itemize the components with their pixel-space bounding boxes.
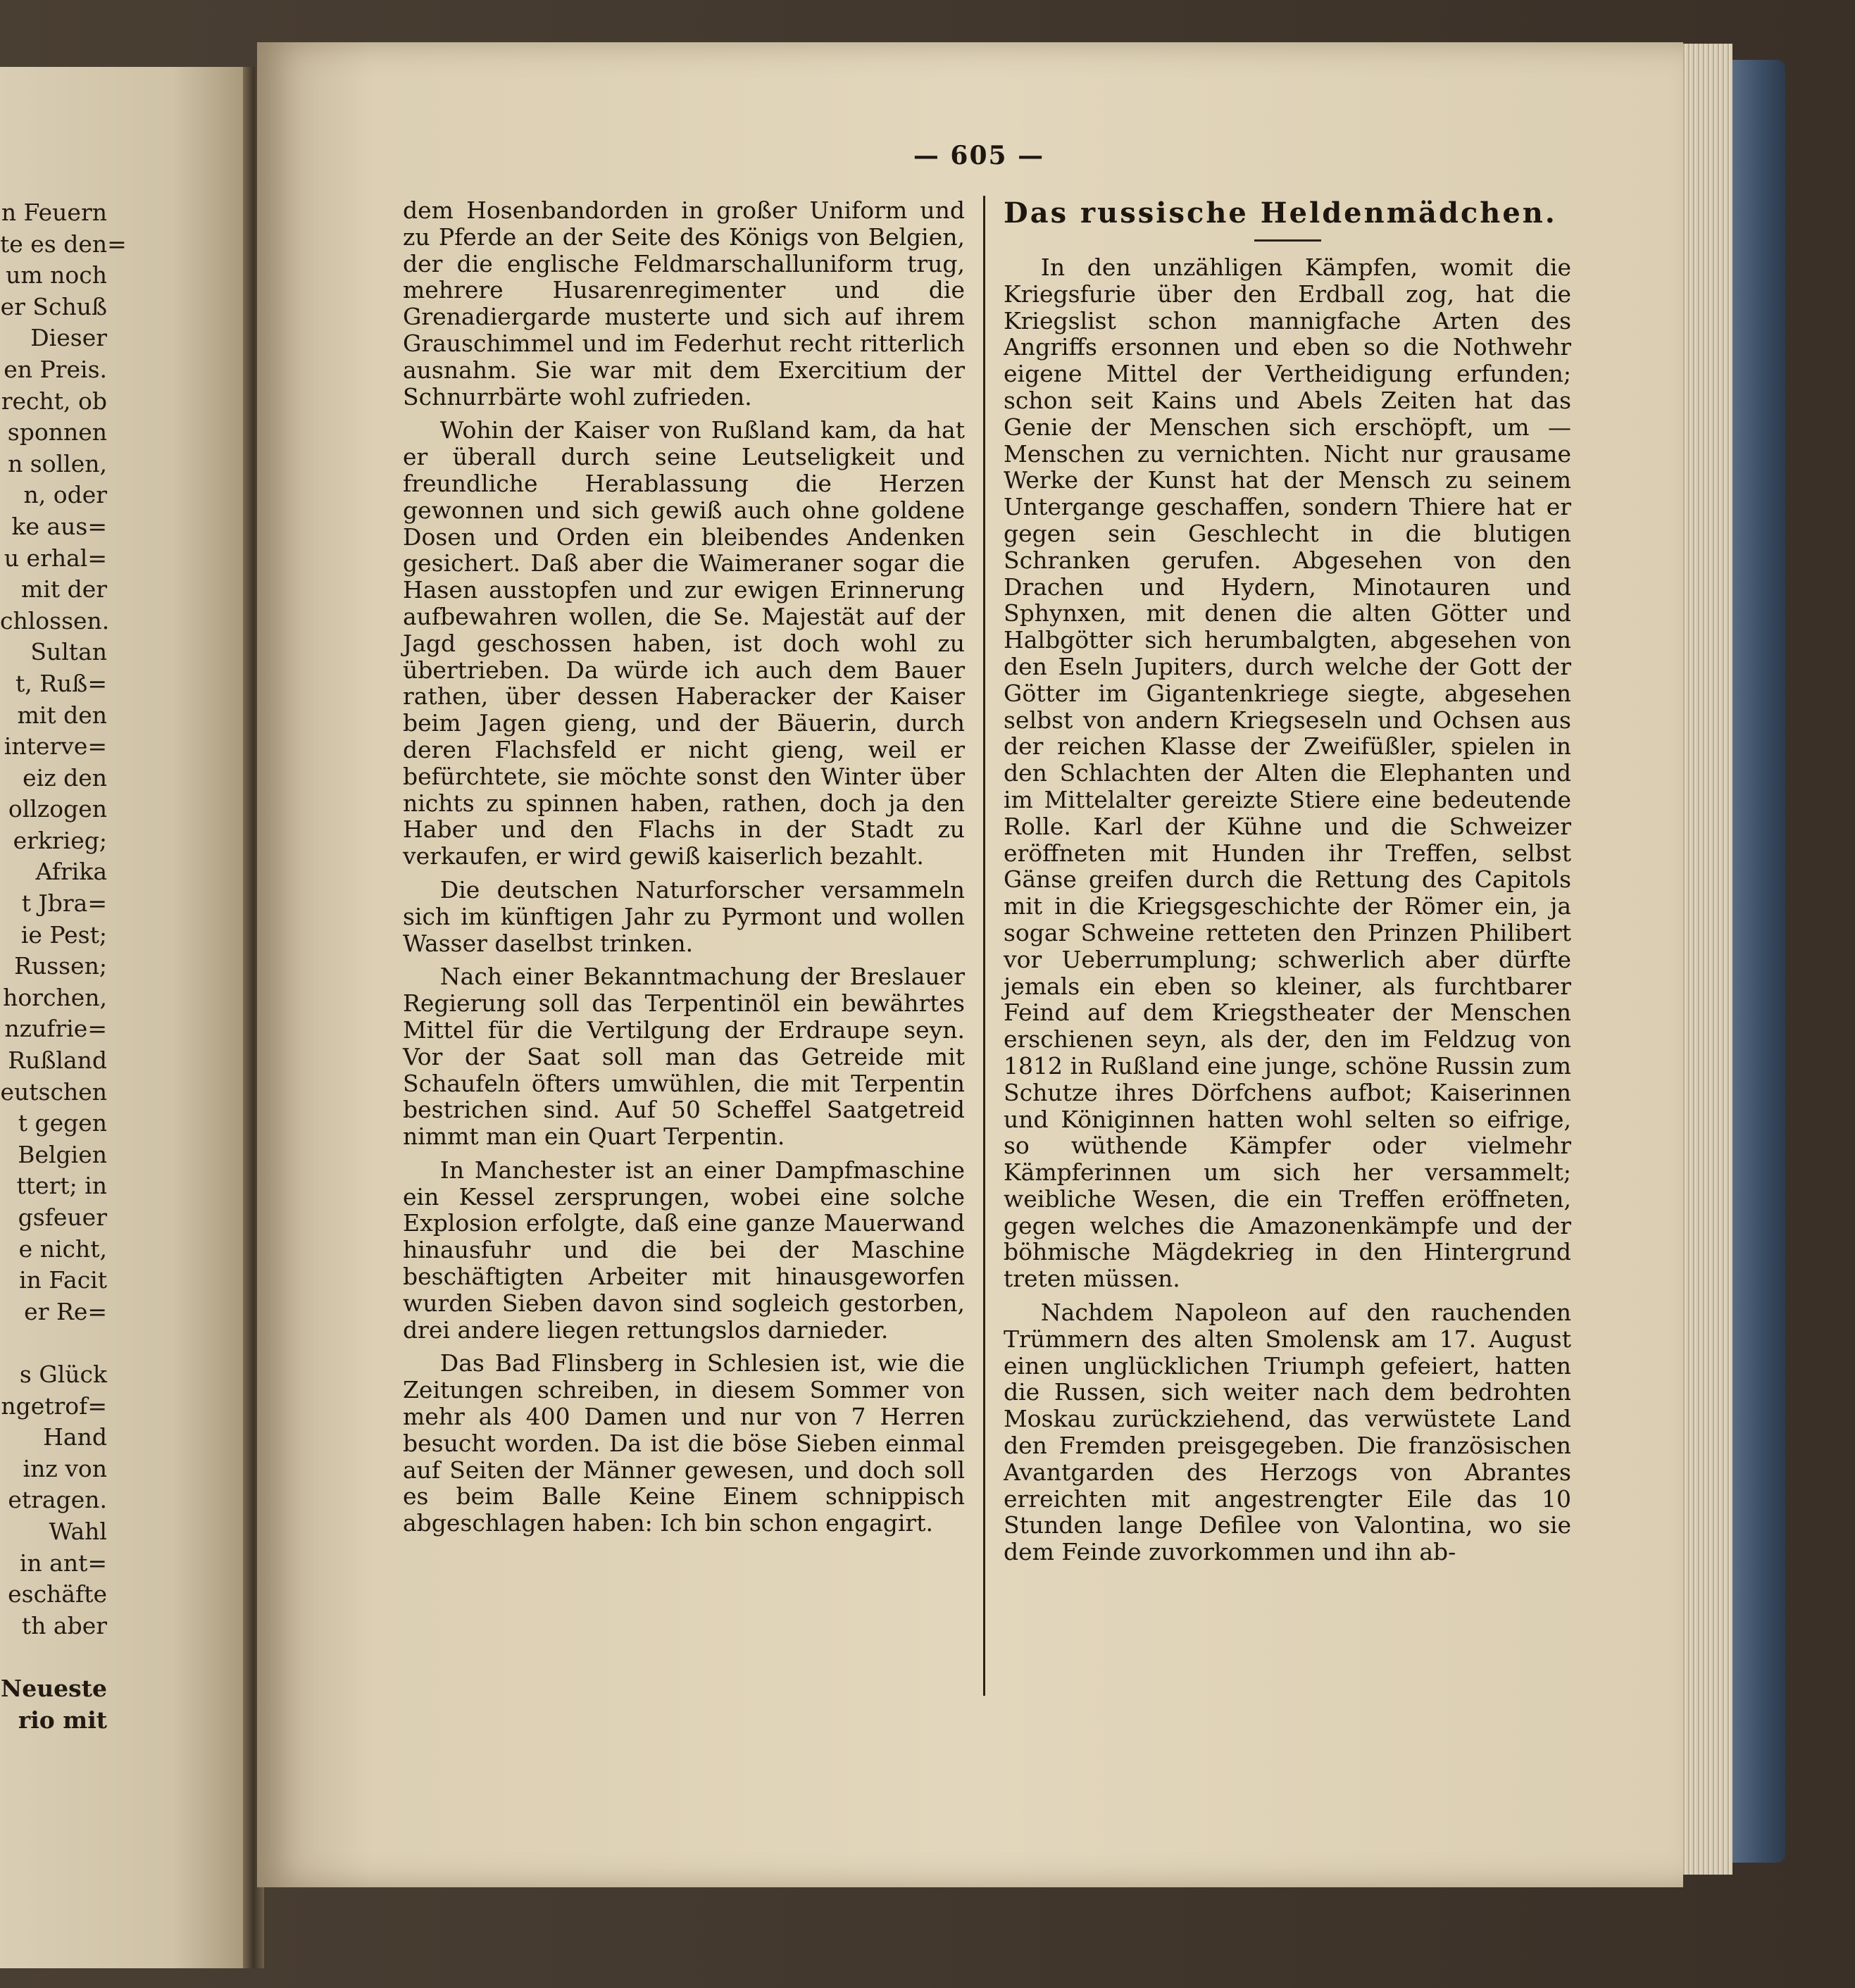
left-fragment-line: er Re= — [24, 1297, 107, 1325]
news-paragraph: Wohin der Kaiser von Rußland kam, da hat er überall durch seine Leutseligkeit und freundliche Herablassung die Herzen gewonnen und sich gewiß auch ohne goldene Dosen und Orden ein bleibendes Andenken gesichert. Daß aber die Waimeraner sogar die Hasen ausstopfen und zur ewigen Erinnerung aufbewahren wollen, die Se. Majestät auf der Jagd geschossen haben, ist doch wohl zu übertrieben. Da würde ich auch dem Bauer rathen, über dessen Haberacker der Kaiser beim Jagen gieng, und der Bäuerin, durch deren Flachsfeld er nicht gieng, weil er befürchtete, sie möchte sonst den Winter über nichts zu spinnen haben, rathen, doch ja den Haber und den Flachs in der Stadt zu verkaufen, er wird gewiß kaiserlich bezahlt. — [403, 416, 965, 870]
left-fragment-line: t, Ruß= — [15, 669, 107, 697]
left-fragment-line: horchen, — [3, 983, 107, 1011]
left-fragment-line: in ant= — [19, 1549, 107, 1577]
left-fragment-line: th aber — [21, 1611, 107, 1639]
left-fragment-line: Rußland — [8, 1046, 107, 1075]
left-fragment-line: etragen. — [8, 1486, 107, 1514]
left-fragment-line: chlossen. — [0, 606, 110, 634]
left-text-column — [403, 197, 965, 1537]
left-fragment-line: te es den= — [0, 230, 127, 258]
left-fragment-line: interve= — [4, 732, 107, 761]
left-fragment-line: mit den — [17, 701, 107, 729]
column-divider — [983, 196, 985, 1696]
left-fragment-line: u erhal= — [4, 544, 107, 572]
page-edges — [1676, 44, 1732, 1875]
left-fragment-line: nzufrie= — [4, 1015, 107, 1043]
left-page-text-lines — [0, 197, 127, 1736]
news-paragraph: Nach einer Bekanntmachung der Breslauer Regierung soll das Terpentinöl ein bewährtes Mittel für die Vertilgung der Erdraupe seyn. Vor der Saat soll man das Getreide mit Schaufeln öfters umwühlen, die mit Terpentin bestrichen sind. Auf 50 Scheffel Saatgetreid nimmt man ein Quart Terpentin. — [403, 963, 965, 1151]
left-fragment-line: ngetrof= — [1, 1392, 107, 1420]
left-fragment-line: eiz den — [23, 763, 107, 792]
left-fragment-line: mit der — [20, 575, 107, 604]
news-paragraph: Das Bad Flinsberg in Schlesien ist, wie die Zeitungen schreiben, in diesem Sommer von mehr als 400 Damen und nur von 7 Herren besucht worden. Da ist die böse Sieben einmal auf Seiten der Männer gewesen, und doch soll es beim Balle Keine Einem schnippisch abgeschlagen haben: Ich bin schon engagirt. — [403, 1349, 965, 1537]
article-title: Das russische Heldenmädchen. — [1004, 196, 1557, 230]
left-fragment-line: t Jbra= — [21, 889, 107, 918]
article-paragraph: In den unzähligen Kämpfen, womit die Kriegsfurie über den Erdball zog, hat die Kriegslist schon mannigfache Arten des Angriffs ersonnen und eben so die Nothwehr eigene Mittel der Vertheidigung erfunden; schon seit Kains und Abels Zeiten hat das Genie der Menschen sich erschöpft, um — Menschen zu vernichten. Nicht nur grausame Werke der Kunst hat der Mensch zu seinem Untergange geschaffen, sondern Thiere hat er gegen sein Geschlecht in die blutigen Schranken gerufen. Abgesehen von den Drachen und Hydern, Minotauren und Sphynxen, mit denen die alten Götter und Halbgötter sich herumbalgten, abgesehen von den Eseln Jupiters, durch welche der Gott der Götter im Gigantenkriege siegte, abgesehen selbst von andern Kriegseseln und Ochsen aus der reichen Klasse der Zweifüßler, spielen in den Schlachten der Alten die Elephanten und im Mittelalter gereizte Stiere eine bedeutende Rolle. Karl der Kühne und die Schweizer eröffneten mit Hunden ihr Treffen, selbst Gänse greifen durch die Rettung des Capitols mit in die Kriegsgeschichte der Römer ein, ja sogar Schweine retteten den Prinzen Philibert vor Ueberrumplung; schwerlich aber dürfte jemals ein eben so kleiner, als furchtbarer Feind auf dem Kriegstheater der Menschen erschienen seyn, als der, den im Feldzug von 1812 in Rußland eine junge, schöne Russin zum Schutze ihres Dörfchens aufbot; Kaiserinnen und Königinnen hatten wohl selten so eifrige, so wüthende Kämpfer oder vielmehr Kämpferinnen um sich her versammelt; weibliche Wesen, die ein Treffen eröffneten, gegen welches die Amazonenkämpfe und der böhmische Mägdekrieg in den Hintergrund treten müssen. — [1004, 254, 1571, 1293]
left-fragment-line: s Glück — [19, 1360, 107, 1388]
left-fragment-line: ke aus= — [11, 512, 107, 540]
left-fragment-line: eutschen — [0, 1077, 107, 1106]
left-fragment-line: Hand — [43, 1423, 107, 1451]
left-fragment-line: Afrika — [35, 858, 107, 886]
left-fragment-line: recht, ob — [1, 387, 107, 415]
left-fragment-line: n Feuern — [1, 199, 107, 226]
left-fragment-line: Sultan — [30, 638, 107, 666]
left-fragment-line: um noch — [6, 261, 107, 289]
news-paragraph: In Manchester ist an einer Dampfmaschine ein Kessel zersprungen, wobei eine solche Explosion erfolgte, daß eine ganze Mauerwand hinausfuhr und die bei der Maschine beschäftigten Arbeiter mit hinausgeworfen wurden Sieben davon sind sogleich gestorben, drei andere liegen rettungslos darnieder. — [403, 1156, 965, 1344]
article-paragraph: Nachdem Napoleon auf den rauchenden Trümmern des alten Smolensk am 17. August einen unglücklichen Triumph gefeiert, hatten die Russen, sich weiter nach dem bedrohten Moskau zurückziehend, das verwüstete Land den Fremden preisgegeben. Die französischen Avantgarden des Herzogs von Abrantes erreichten mit angestrengter Eile das 10 Stunden lange Defilee von Valontina, wo sie dem Feinde zuvorkommen und ihn ab- — [1004, 1299, 1571, 1566]
left-fragment-line: rio mit — [18, 1706, 107, 1734]
left-fragment-line: inz von — [23, 1454, 107, 1482]
left-fragment-line: eschäfte — [8, 1580, 107, 1608]
left-fragment-line: e nicht, — [18, 1234, 107, 1263]
left-fragment-line: sponnen — [7, 418, 107, 446]
left-fragment-line: ie Pest; — [20, 920, 107, 949]
left-fragment-line — [0, 1327, 107, 1359]
right-text-column — [1004, 197, 1571, 1565]
left-fragment-line: er Schuß — [0, 292, 107, 320]
left-fragment-line: in Facit — [19, 1266, 107, 1294]
left-fragment-line: gsfeuer — [18, 1204, 107, 1231]
left-fragment-line: Dieser — [30, 324, 107, 352]
left-fragment-line: ttert; in — [16, 1172, 107, 1200]
left-fragment-line: ollzogen — [8, 795, 107, 823]
book-cover-edge — [1729, 60, 1785, 1863]
news-paragraph: Die deutschen Naturforscher versammeln sich im künftigen Jahr zu Pyrmont und wollen Wasser daselbst trinken. — [403, 875, 965, 957]
page-number: — 605 — — [913, 141, 1045, 170]
left-fragment-line: n, oder — [23, 481, 107, 509]
news-paragraph: dem Hosenbandorden in großer Uniform und zu Pferde an der Seite des Königs von Belgien, der die englische Feldmarschalluniform trug, mehrere Husarenregimenter und die Grenadiergarde musterte und sich auf ihrem Grauschimmel und im Federhut recht ritterlich ausnahm. Sie war mit dem Exercitium der Schnurrbärte wohl zufrieden. — [403, 196, 965, 411]
left-fragment-line: t gegen — [18, 1109, 107, 1137]
left-fragment-line: Wahl — [49, 1517, 107, 1545]
left-page-fragment — [0, 67, 246, 1968]
left-fragment-line: n sollen, — [8, 449, 107, 477]
left-fragment-line: Russen; — [14, 952, 107, 980]
left-fragment-line: Neueste — [1, 1674, 107, 1702]
left-fragment-line: erkrieg; — [13, 826, 107, 854]
left-fragment-line — [0, 1642, 107, 1673]
left-fragment-line: en Preis. — [4, 355, 107, 383]
left-fragment-line: Belgien — [18, 1140, 107, 1168]
article-body — [1004, 254, 1571, 1565]
title-rule — [1254, 239, 1321, 242]
